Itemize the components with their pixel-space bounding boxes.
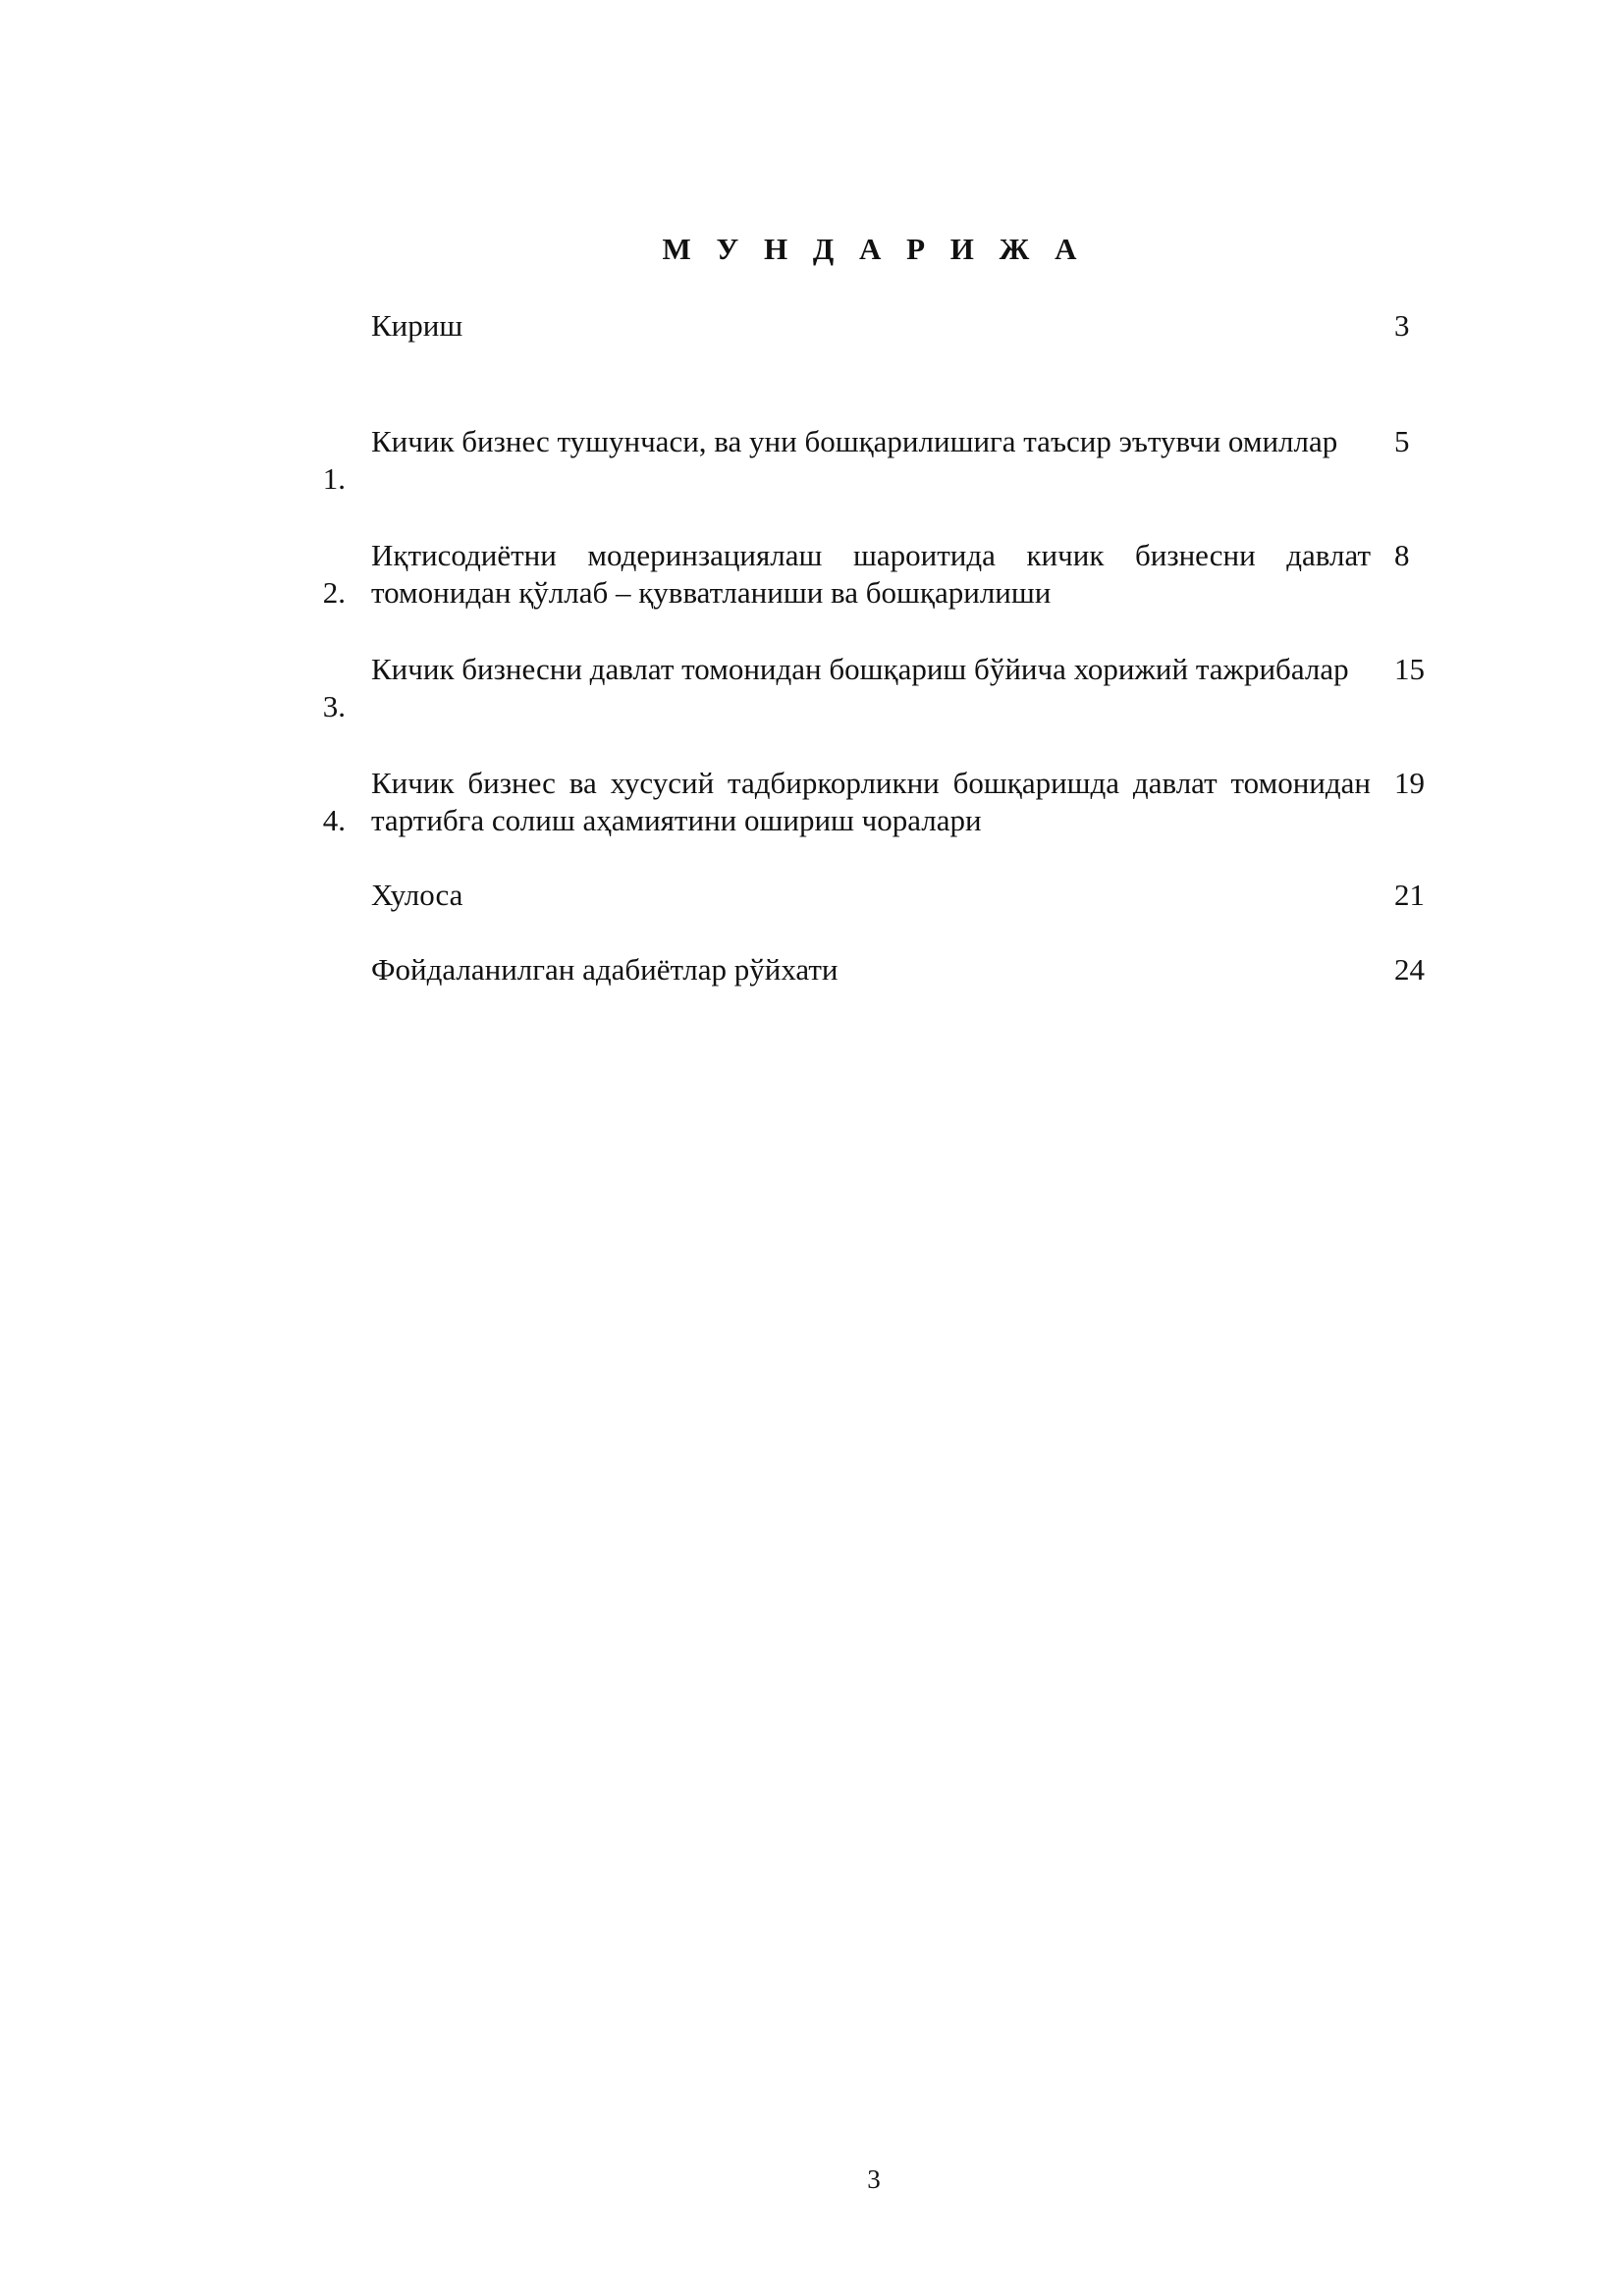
toc-entry-4 [295,765,1434,843]
toc-entry-1 [295,423,1434,502]
toc-entry-number: 3. [322,689,346,723]
toc-entry-page: 24 [1394,952,1425,987]
toc-title: М У Н Д А Р И Ж А [662,232,1086,266]
toc-entry-conclusion [295,877,1434,955]
toc-entry-page: 21 [1394,878,1425,912]
toc-entry-number: 4. [322,803,346,837]
toc-entry-references [295,951,1434,1030]
toc-entry-introduction [295,307,1434,386]
toc-entry-number: 1. [322,461,346,496]
toc-entry-title: Кириш [371,308,463,343]
toc-entry-page: 19 [1394,766,1425,800]
toc-entry-2 [295,537,1434,615]
toc-entry-page: 15 [1394,652,1425,686]
page-number: 3 [867,2164,881,2194]
toc-entry-title: Хулоса [371,878,463,912]
toc-entry-number: 2. [322,575,346,610]
toc-entry-page: 5 [1394,424,1410,458]
toc-entry-3 [295,651,1434,729]
toc-entry-title: Фойдаланилган адабиётлар рўйхати [371,952,839,987]
toc-entry-title: Кичик бизнесни давлат томонидан бошқариш бўйича хорижий тажрибалар [371,652,1349,686]
toc-entry-page: 3 [1394,308,1410,343]
toc-entry-title: Иқтисодиётни модеринзациялаш шароитида кичик бизнесни давлат томонидан қўллаб – қувватланиши ва бошқарилиши [371,538,1371,610]
toc-entry-title: Кичик бизнес тушунчаси, ва уни бошқарилишига таъсир эътувчи омиллар [371,424,1338,458]
toc-entry-page: 8 [1394,538,1410,572]
toc-entry-title: Кичик бизнес ва хусусий тадбиркорликни бошқаришда давлат томонидан тартибга солиш аҳамиятини ошириш чоралари [371,766,1371,837]
